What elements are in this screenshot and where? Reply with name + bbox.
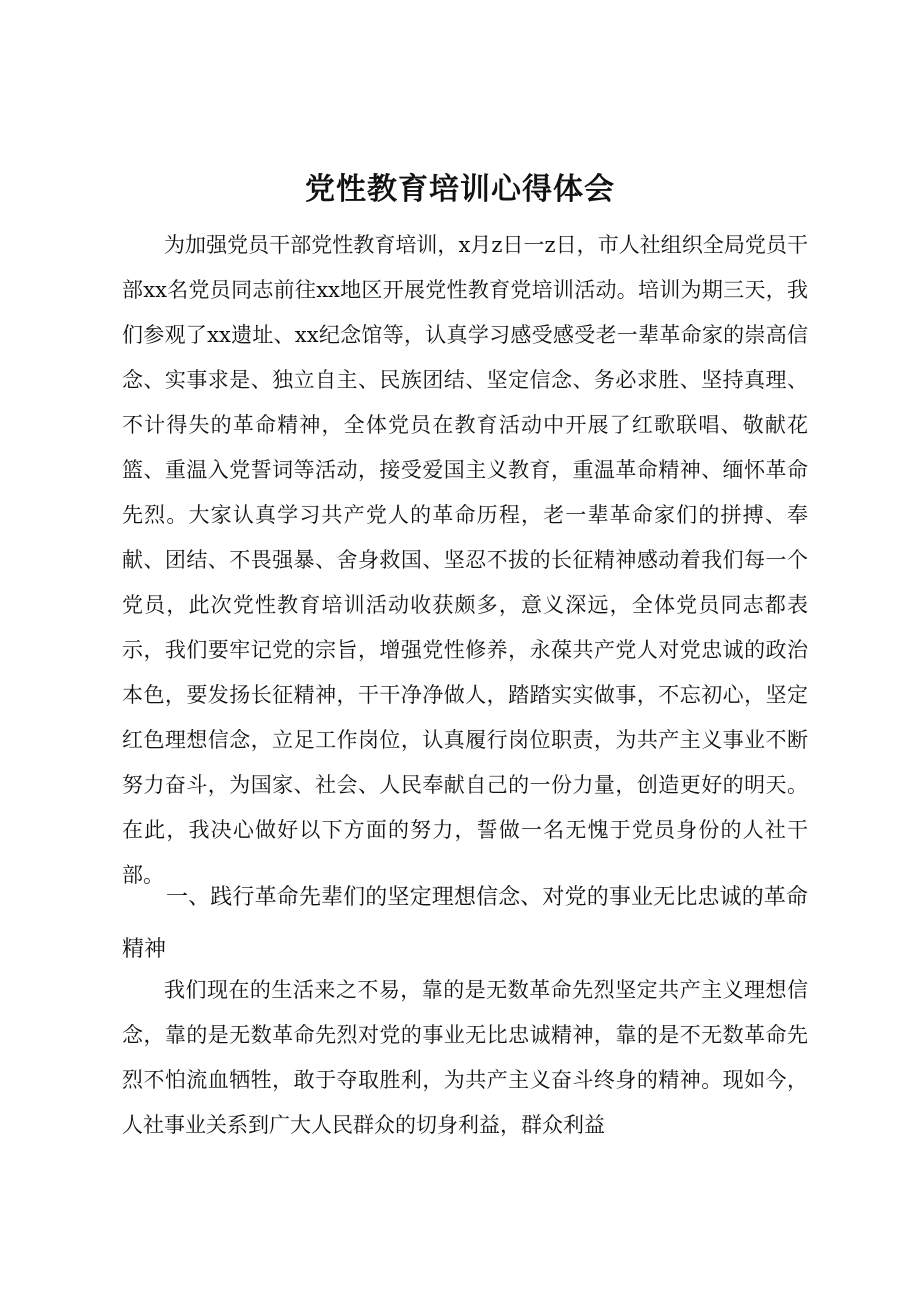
section-heading: 一、践行革命先辈们的坚定理想信念、对党的事业无比忠诚的革命精神	[122, 885, 808, 962]
intro-paragraph: 为加强党员干部党性教育培训，x月z日一z日，市人社组织全局党员干部xx名党员同志前往xx地区开展党性教育党培训活动。培训为期三天，我们参观了xx遗址、xx纪念馆等，认真学习感受感受老一辈革命家的崇高信念、实事求是、独立自主、民族团结、坚定信念、务必求胜、坚持真理、不计得失的革命精神，全体党员在教育活动中开展了红歌联唱、敬献花篮、重温入党誓词等活动，接受爱国主义教育，重温革命精神、缅怀革命先烈。大家认真学习共产党人的革命历程，老一辈革命家们的拼搏、奉献、团结、不畏强暴、舍身救国、坚忍不拔的长征精神感动着我们每一个党员，此次党性教育培训活动收获颇多，意义深远，全体党员同志都表示，我们要牢记党的宗旨，增强党性修养，永葆共产党人对党忠诚的政治本色，要发扬长征精神，干干净净做人，踏踏实实做事，不忘初心，坚定红色理想信念，立足工作岗位，认真履行岗位职责，为共产主义事业不断努力奋斗，为国家、社会、人民奉献自己的一份力量，创造更好的明天。在此，我决心做好以下方面的努力，誓做一名无愧于党员身份的人社干部。	[122, 233, 808, 887]
document-title: 党性教育培训心得体会	[305, 172, 615, 207]
section-paragraph: 我们现在的生活来之不易，靠的是无数革命先烈坚定共产主义理想信念，靠的是无数革命先烈对党的事业无比忠诚精神，靠的是不无数革命先烈不怕流血牺牲，敢于夺取胜利，为共产主义奋斗终身的精神。现如今，人社事业关系到广大人民群众的切身利益，群众利益	[122, 978, 808, 1137]
